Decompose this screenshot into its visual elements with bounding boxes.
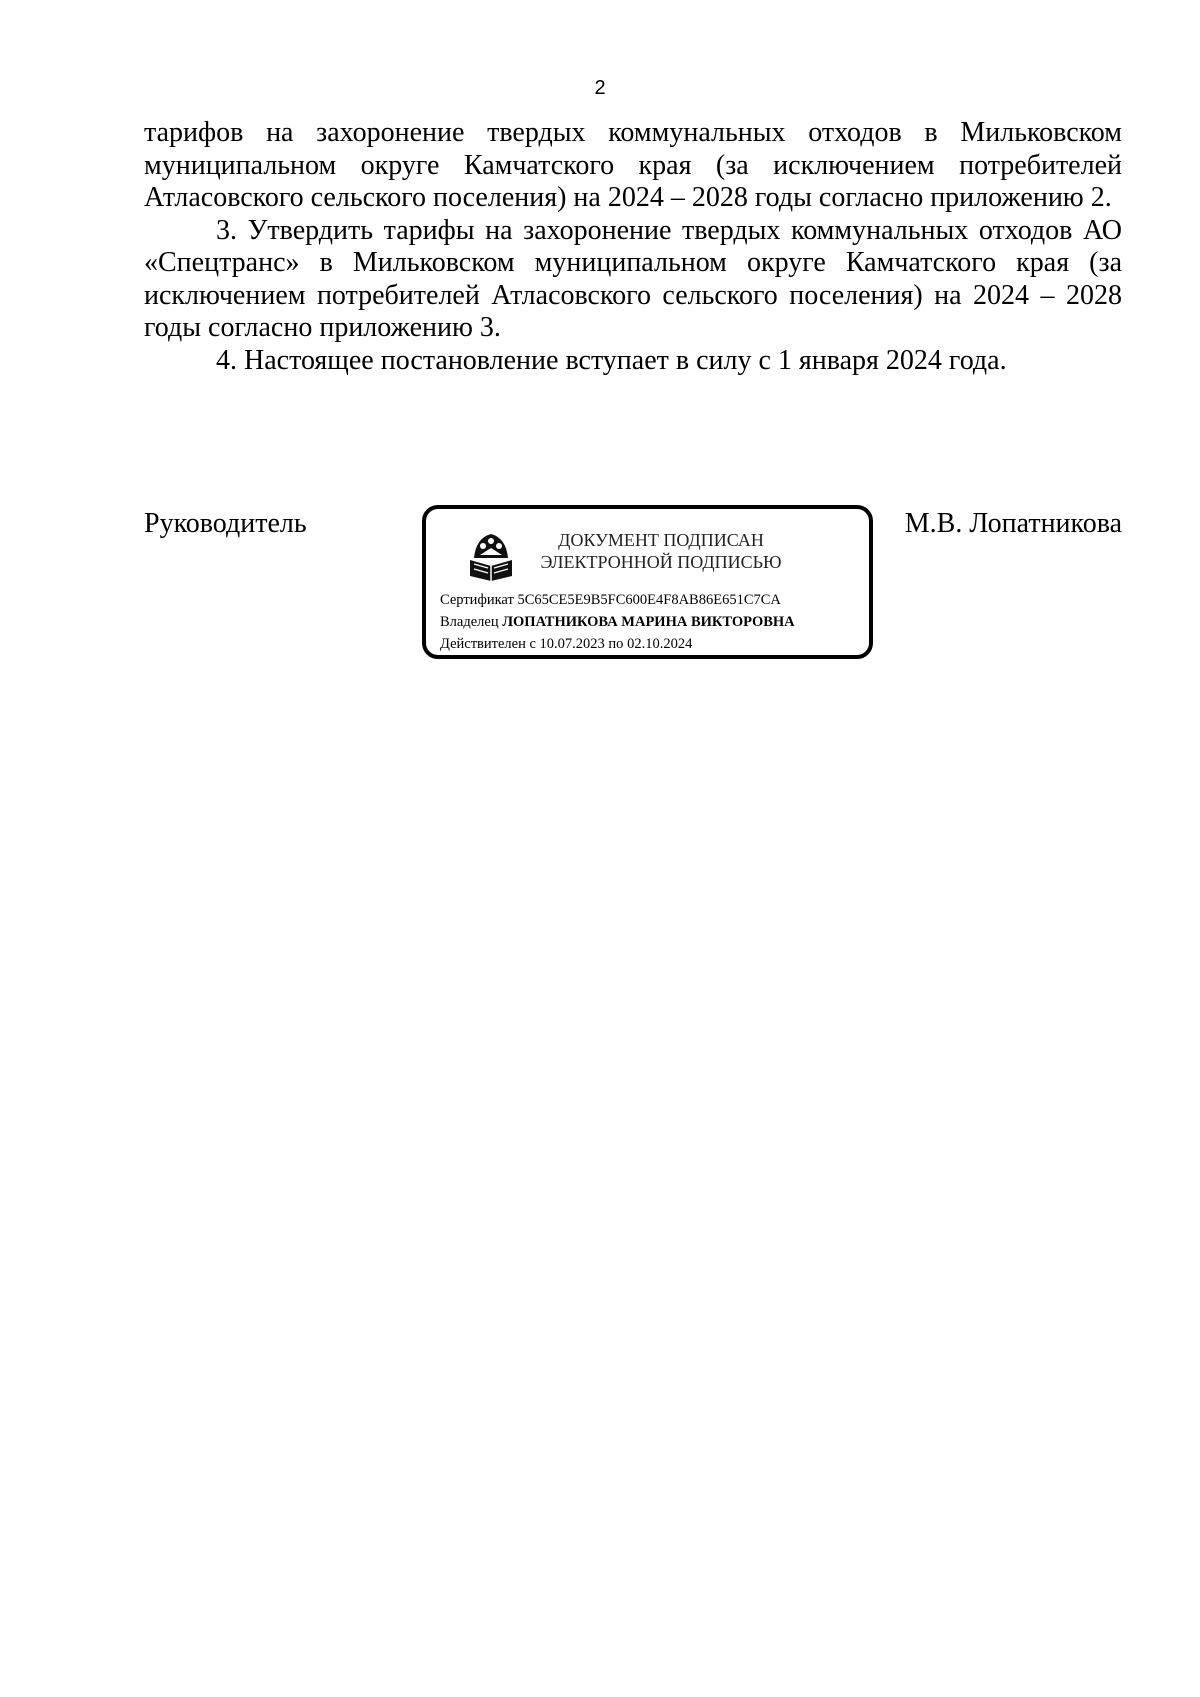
stamp-details [440, 589, 795, 655]
stamp-heading [526, 529, 796, 573]
validity-from-date: 10.07.2023 [539, 636, 605, 652]
certificate-label: Сертификат [440, 592, 514, 608]
document-body [144, 117, 1122, 377]
owner-value: ЛОПАТНИКОВА МАРИНА ВИКТОРОВНА [502, 614, 795, 630]
signer-name: М.В. Лопатникова [904, 508, 1122, 539]
paragraph-4: 4. Настоящее постановление вступает в силу с 1 января 2024 года. [216, 344, 1007, 376]
signature-block [144, 505, 1122, 665]
validity-from-word: с [529, 636, 536, 652]
validity-to-word: по [608, 636, 624, 652]
electronic-signature-stamp [422, 505, 873, 659]
paragraph-2-continuation: тарифов на захоронение твердых коммунальных отходов в Мильковском муниципальном округе Камчатского края (за исключением потребителей Атласовского сельского поселения) на 2024 – 2028 годы согласно приложению 2. [144, 117, 1122, 213]
coat-of-arms-icon [466, 528, 516, 582]
signer-title: Руководитель [144, 508, 307, 539]
page-number: 2 [594, 77, 606, 99]
stamp-heading-line-1: ДОКУМЕНТ ПОДПИСАН [558, 530, 764, 550]
certificate-value: 5C65CE5E9B5FC600E4F8AB86E651C7CA [517, 592, 781, 608]
paragraph-3: 3. Утвердить тарифы на захоронение твердых коммунальных отходов АО «Спецтранс» в Мильковском муниципальном округе Камчатского края (за исключением потребителей Атласовского сельского поселения) на 2024 – 2028 годы согласно приложению 3. [144, 214, 1122, 343]
validity-label: Действителен [440, 636, 526, 652]
certificate-line [440, 589, 795, 611]
stamp-heading-line-2: ЭЛЕКТРОННОЙ ПОДПИСЬЮ [540, 552, 782, 572]
owner-label: Владелец [440, 614, 499, 630]
validity-to-date: 02.10.2024 [627, 636, 693, 652]
validity-line [440, 633, 795, 655]
owner-line [440, 611, 795, 633]
